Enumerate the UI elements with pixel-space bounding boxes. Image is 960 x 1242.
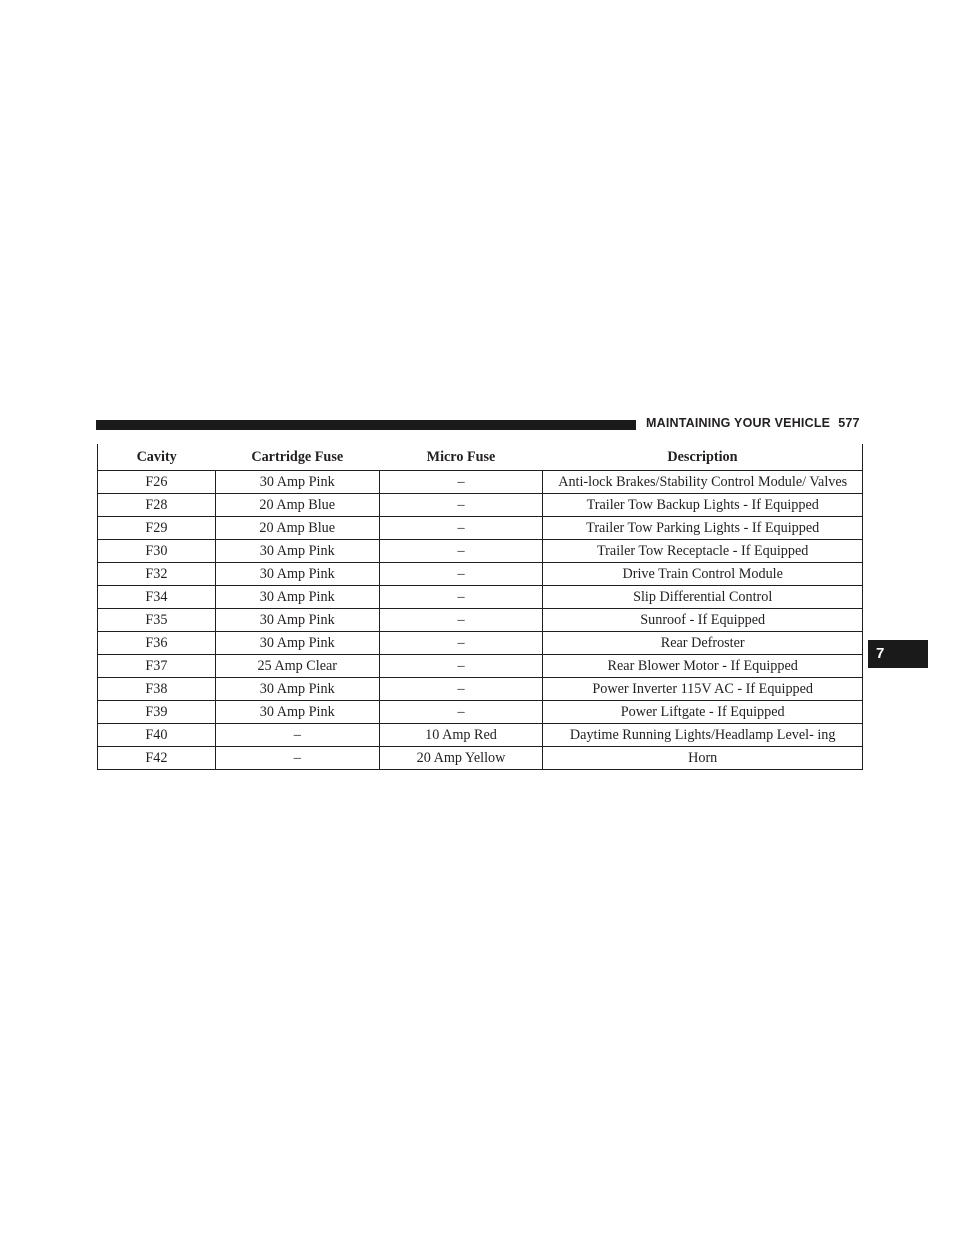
column-header-micro-fuse: Micro Fuse [379,444,543,471]
cell-cartridge-fuse: 30 Amp Pink [215,471,379,494]
cell-micro-fuse: – [379,563,543,586]
table-row [98,701,863,724]
cell-cavity: F29 [98,517,216,540]
cell-description: Slip Differential Control [543,586,863,609]
cell-cavity: F26 [98,471,216,494]
cell-cartridge-fuse: 25 Amp Clear [215,655,379,678]
column-header-cavity: Cavity [98,444,216,471]
table-row [98,678,863,701]
cell-description: Anti-lock Brakes/Stability Control Module/ Valves [543,471,863,494]
cell-micro-fuse: – [379,678,543,701]
table-row [98,724,863,747]
cell-cavity: F42 [98,747,216,770]
table-row [98,632,863,655]
cell-description: Rear Blower Motor - If Equipped [543,655,863,678]
cell-description: Trailer Tow Parking Lights - If Equipped [543,517,863,540]
table-body [98,471,863,770]
cell-cavity: F40 [98,724,216,747]
cell-cavity: F39 [98,701,216,724]
cell-cavity: F28 [98,494,216,517]
table-row [98,655,863,678]
chapter-tab: 7 [868,640,928,668]
cell-cavity: F34 [98,586,216,609]
table-row [98,471,863,494]
cell-cartridge-fuse: 20 Amp Blue [215,494,379,517]
table-row [98,517,863,540]
running-header [646,416,860,430]
header-row [98,444,863,471]
cell-cartridge-fuse: 30 Amp Pink [215,609,379,632]
cell-description: Sunroof - If Equipped [543,609,863,632]
cell-cavity: F38 [98,678,216,701]
cell-micro-fuse: – [379,609,543,632]
fuse-table [97,444,863,770]
page-number: 577 [838,416,860,430]
cell-micro-fuse: 20 Amp Yellow [379,747,543,770]
cell-micro-fuse: – [379,632,543,655]
cell-cartridge-fuse: – [215,747,379,770]
cell-micro-fuse: – [379,517,543,540]
cell-micro-fuse: – [379,540,543,563]
table-row [98,747,863,770]
cell-cartridge-fuse: 30 Amp Pink [215,632,379,655]
header-rule [96,420,636,430]
section-title: MAINTAINING YOUR VEHICLE [646,416,831,430]
table-row [98,609,863,632]
cell-cavity: F37 [98,655,216,678]
cell-description: Power Inverter 115V AC - If Equipped [543,678,863,701]
cell-cartridge-fuse: 20 Amp Blue [215,517,379,540]
table-row [98,494,863,517]
cell-cartridge-fuse: 30 Amp Pink [215,678,379,701]
table-row [98,540,863,563]
cell-cartridge-fuse: 30 Amp Pink [215,540,379,563]
column-header-description: Description [543,444,863,471]
table-header [98,444,863,471]
cell-micro-fuse: 10 Amp Red [379,724,543,747]
cell-description: Drive Train Control Module [543,563,863,586]
cell-description: Daytime Running Lights/Headlamp Level- ing [543,724,863,747]
cell-cartridge-fuse: 30 Amp Pink [215,701,379,724]
cell-description: Trailer Tow Receptacle - If Equipped [543,540,863,563]
cell-cartridge-fuse: 30 Amp Pink [215,563,379,586]
cell-description: Trailer Tow Backup Lights - If Equipped [543,494,863,517]
cell-micro-fuse: – [379,471,543,494]
cell-cavity: F35 [98,609,216,632]
cell-micro-fuse: – [379,701,543,724]
cell-cartridge-fuse: – [215,724,379,747]
cell-micro-fuse: – [379,586,543,609]
cell-micro-fuse: – [379,655,543,678]
table-row [98,586,863,609]
column-header-cartridge-fuse: Cartridge Fuse [215,444,379,471]
cell-description: Power Liftgate - If Equipped [543,701,863,724]
cell-cavity: F36 [98,632,216,655]
table-row [98,563,863,586]
cell-cavity: F30 [98,540,216,563]
cell-description: Horn [543,747,863,770]
cell-cartridge-fuse: 30 Amp Pink [215,586,379,609]
cell-cavity: F32 [98,563,216,586]
cell-description: Rear Defroster [543,632,863,655]
cell-micro-fuse: – [379,494,543,517]
